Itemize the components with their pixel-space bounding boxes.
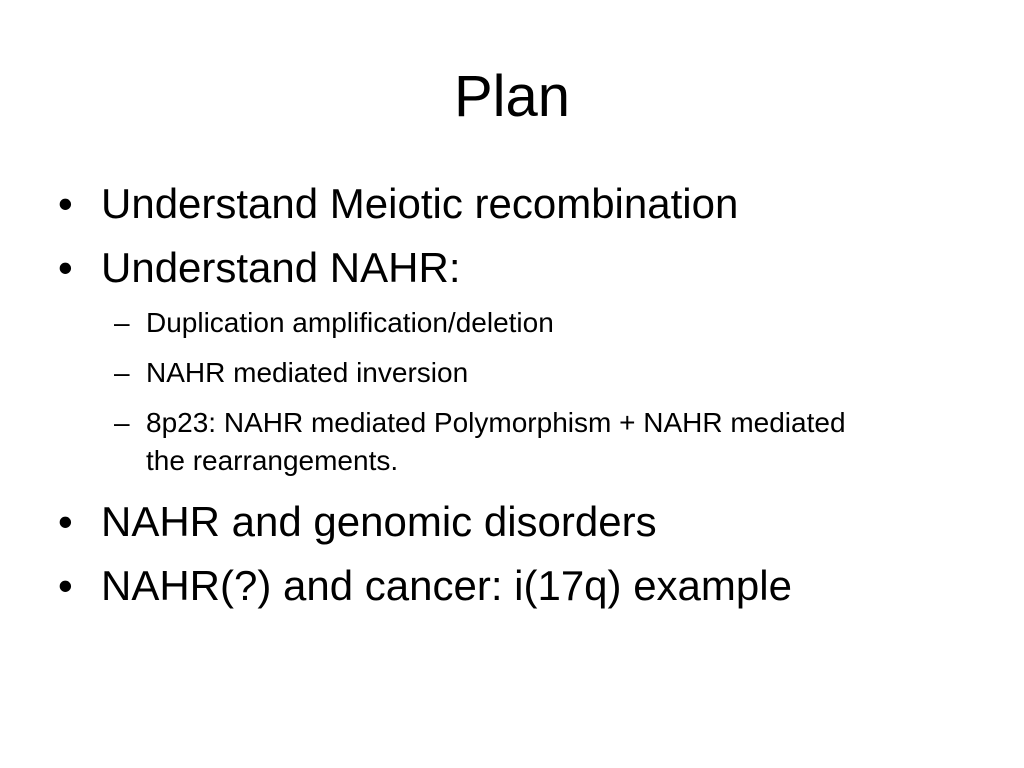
- sub-bullet-item: [56, 354, 866, 392]
- bullet-item: [56, 560, 956, 612]
- sub-bullet-list: [56, 304, 956, 480]
- bullet-item: [56, 242, 956, 294]
- bullet-list: [56, 178, 956, 624]
- bullet-text: Understand NAHR:: [101, 244, 461, 291]
- sub-bullet-item: [56, 304, 866, 342]
- bullet-marker: •: [58, 498, 73, 545]
- bullet-marker: •: [58, 244, 73, 291]
- dash-marker: –: [114, 407, 130, 438]
- slide-title: Plan: [453, 64, 571, 129]
- sub-bullet-text: 8p23: NAHR mediated Polymorphism + NAHR mediated the rearrangements.: [146, 407, 846, 476]
- sub-bullet-text: Duplication amplification/deletion: [146, 307, 554, 338]
- bullet-item: [56, 496, 956, 548]
- bullet-marker: •: [58, 562, 73, 609]
- bullet-text: NAHR(?) and cancer: i(17q) example: [101, 562, 792, 609]
- dash-marker: –: [114, 307, 130, 338]
- sub-bullet-text: NAHR mediated inversion: [146, 357, 469, 388]
- bullet-item: [56, 178, 956, 230]
- bullet-text: NAHR and genomic disorders: [101, 498, 657, 545]
- sub-bullet-item: [56, 404, 866, 480]
- bullet-marker: •: [58, 180, 73, 227]
- dash-marker: –: [114, 357, 130, 388]
- bullet-text: Understand Meiotic recombination: [101, 180, 739, 227]
